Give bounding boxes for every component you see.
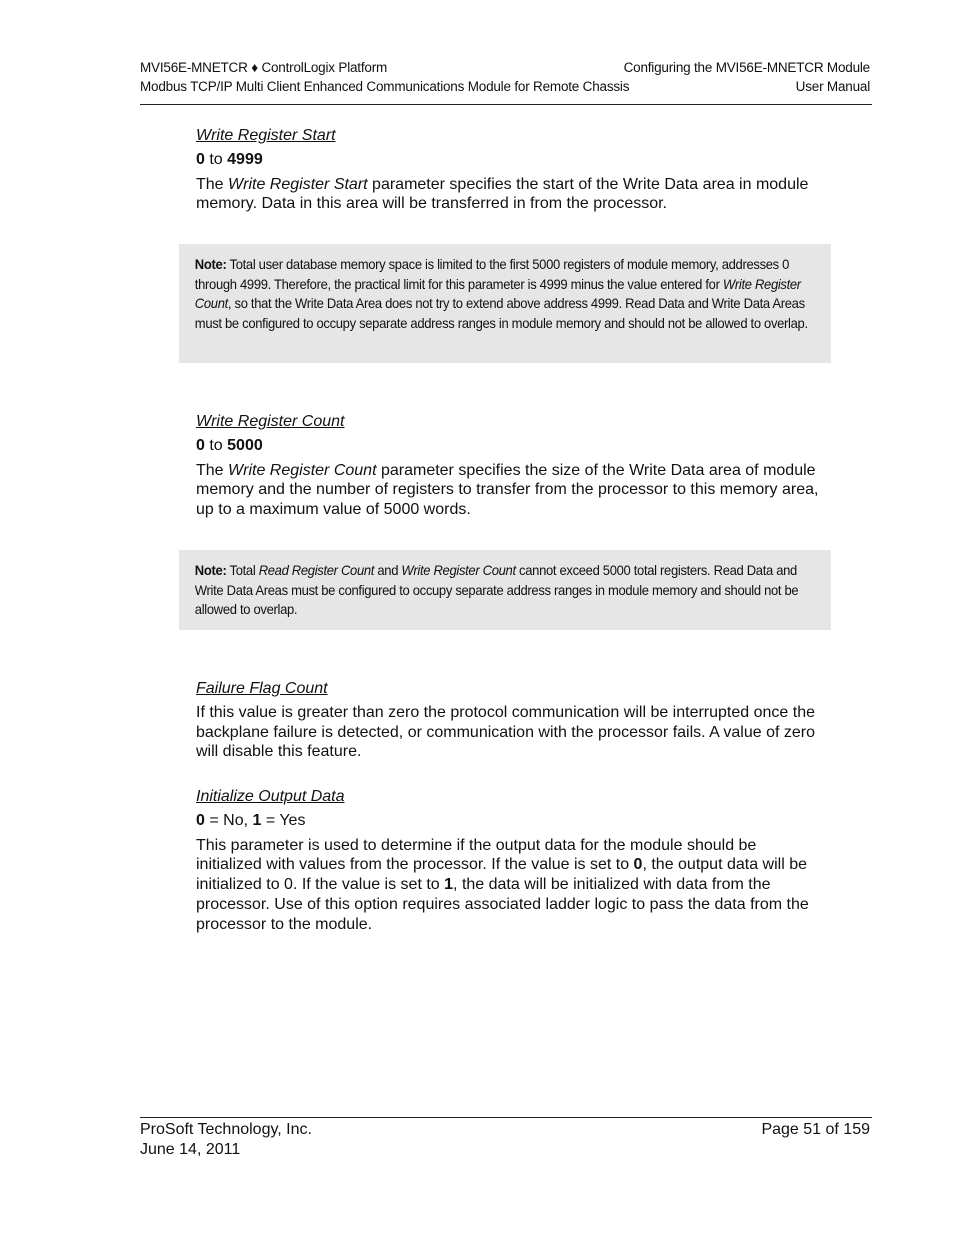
desc-text: , the output data will be initialized to 0. If the value is set to (196, 856, 808, 894)
note-term: Write Register Count (194, 275, 801, 312)
desc-term: Write Register Start (228, 175, 368, 193)
range-min: 0 (196, 150, 205, 168)
option-text: = Yes (261, 811, 306, 829)
note-text: and (374, 562, 402, 578)
section-heading: Initialize Output Data (196, 788, 345, 805)
note-text: cannot exceed 5000 total registers. Read Data and Write Data Areas must be configured to occupy separate address ranges in module memory and should not be allowed to overlap. (194, 562, 799, 618)
section-write-register-start (196, 126, 826, 214)
footer-page-number: Page 51 of 159 (761, 1121, 870, 1138)
footer-date: June 14, 2011 (140, 1140, 241, 1158)
section-description (196, 836, 826, 935)
note-text: Total (226, 562, 259, 578)
range-to: to (204, 150, 228, 168)
header-manual-type: User Manual (795, 79, 870, 94)
range-min: 0 (196, 436, 205, 454)
note-label: Note: (194, 562, 227, 578)
note-term: Write Register Count (401, 562, 516, 578)
note-text: Total user database memory space is limited to the first 5000 registers of module memory, addresses 0 through 4999. Therefore, the practical limit for this parameter is 4999 minus the value entered for (194, 256, 790, 292)
range-to: to (204, 436, 228, 454)
desc-text: , the data will be initialized with data from the processor. Use of this option requires associated ladder logic to pass the data from the processor to the module. (196, 876, 809, 933)
value-range (196, 150, 826, 170)
header-rule (140, 104, 872, 105)
option-text: = No, (204, 811, 253, 829)
section-failure-flag-count (196, 679, 826, 762)
header-product-title: MVI56E-MNETCR ♦ ControlLogix Platform (140, 60, 388, 75)
section-description (196, 461, 826, 520)
note-label: Note: (194, 256, 227, 272)
section-write-register-count (196, 412, 826, 520)
desc-value: 0 (633, 856, 643, 874)
footer-rule (140, 1117, 872, 1118)
range-max: 4999 (227, 150, 263, 168)
note-box (179, 550, 831, 630)
desc-text: The (196, 461, 229, 479)
option-value: 1 (252, 811, 262, 829)
section-heading: Write Register Count (196, 413, 345, 430)
section-heading: Write Register Start (196, 127, 336, 144)
footer-company: ProSoft Technology, Inc. (140, 1121, 312, 1138)
desc-value: 1 (444, 876, 454, 894)
desc-text: This parameter is used to determine if the output data for the module should be initialized with values from the processor. If the value is set to (196, 836, 757, 874)
range-max: 5000 (227, 436, 263, 454)
section-initialize-output-data (196, 787, 826, 935)
note-text: , so that the Write Data Area does not try to extend above address 4999. Read Data and Write Data Areas must be configured to occupy separate address ranges in module memory and should not be allowed to overlap. (194, 295, 808, 332)
section-heading: Failure Flag Count (196, 680, 328, 697)
note-box (179, 244, 831, 363)
desc-text: parameter specifies the start of the Write Data area in module memory. Data in this area will be transferred in from the processor. (196, 175, 809, 213)
value-range (196, 436, 826, 456)
desc-text: The (196, 175, 229, 193)
header-chapter-title: Configuring the MVI56E-MNETCR Module (623, 60, 870, 75)
note-term: Read Register Count (258, 562, 375, 578)
section-description: If this value is greater than zero the protocol communication will be interrupted once the backplane failure is detected, or communication with the processor fails. A value of zero will disable this feature. (196, 703, 815, 761)
section-description (196, 175, 826, 215)
desc-term: Write Register Count (228, 461, 377, 479)
value-options (196, 811, 826, 831)
option-value: 0 (196, 811, 205, 829)
desc-text: parameter specifies the size of the Write Data area of module memory and the number of registers to transfer from the processor to this memory area, up to a maximum value of 5000 words. (196, 461, 819, 519)
header-module-description: Modbus TCP/IP Multi Client Enhanced Communications Module for Remote Chassis (140, 79, 630, 94)
